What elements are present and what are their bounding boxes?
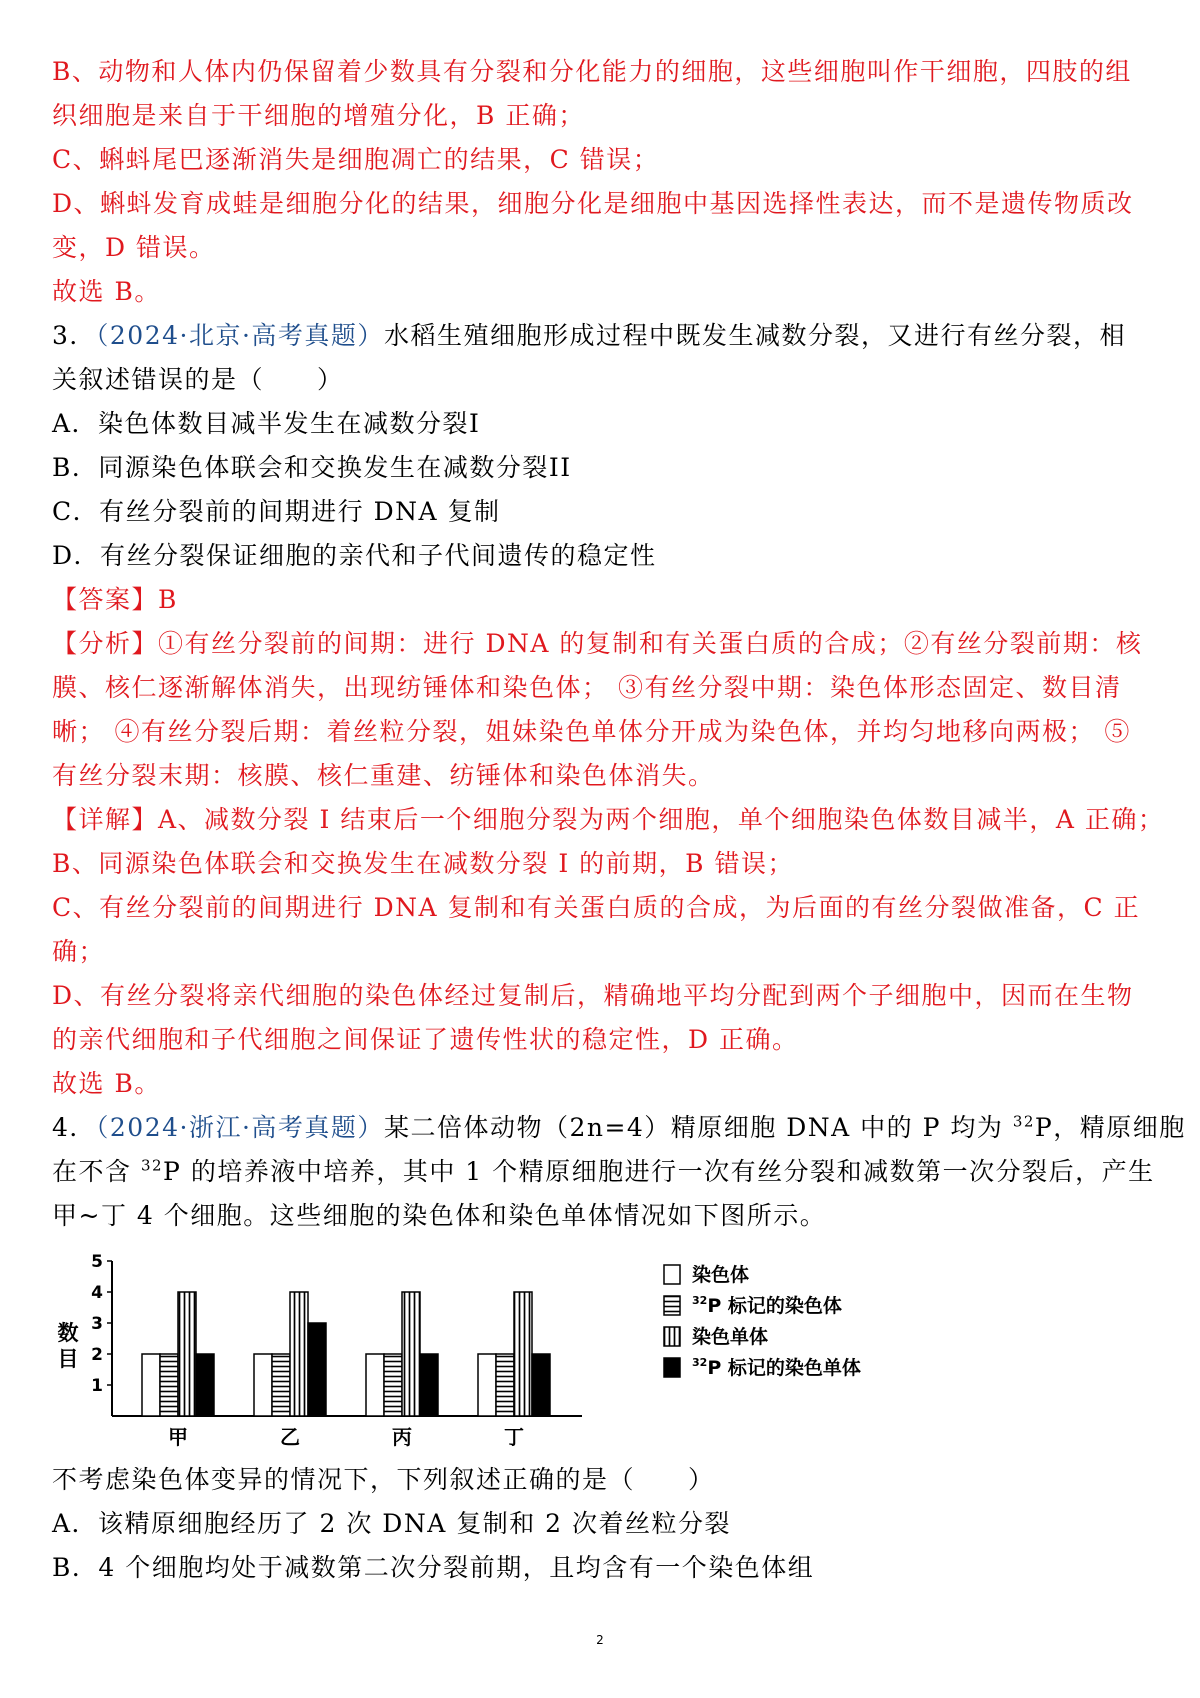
superscript-32: 32: [1012, 1112, 1035, 1131]
choice-line: 故选 B。: [52, 277, 161, 306]
bar-丁-2: [514, 1292, 532, 1416]
q3-analysis-line-4: 有丝分裂末期：核膜、核仁重建、纺锤体和染色体消失。: [52, 761, 715, 790]
q3-option-a: A．染色体数目减半发生在减数分裂I: [52, 409, 481, 438]
q4-stem-text-1a: 某二倍体动物（2n=4）精原细胞 DNA 中的 P 均为: [383, 1113, 1013, 1142]
q4-stem-line-2: [52, 1150, 1162, 1194]
y-tick-label-3: 3: [91, 1314, 103, 1334]
q3-number: 3．: [52, 321, 96, 350]
q3-detail-line-1: 【详解】A、减数分裂 I 结束后一个细胞分裂为两个细胞，单个细胞染色体数目减半，A 正确；: [52, 805, 1165, 834]
bar-丙-0: [366, 1354, 384, 1416]
y-axis-label-char: 数: [57, 1321, 79, 1345]
q3-option-b: B．同源染色体联会和交换发生在减数分裂II: [52, 453, 572, 482]
y-tick-label-5: 5: [91, 1252, 103, 1272]
q4-stem-text-2b: P 的培养液中培养，其中 1 个精原细胞进行一次有丝分裂和减数第一次分裂后，产生: [163, 1157, 1155, 1186]
document-page: [52, 50, 1186, 1590]
bar-乙-2: [290, 1292, 308, 1416]
q3-stem-line-2: 关叙述错误的是（ ）: [52, 365, 344, 394]
q3-answer: 【答案】B: [52, 585, 178, 614]
x-tick-label-甲: 甲: [168, 1425, 188, 1449]
q4-option-b: B．4 个细胞均处于减数第二次分裂前期，且均含有一个染色体组: [52, 1553, 815, 1582]
q3-option-c: C．有丝分裂前的间期进行 DNA 复制: [52, 497, 501, 526]
page-number: 2: [596, 1633, 604, 1647]
bar-乙-3: [308, 1323, 326, 1416]
x-tick-label-乙: 乙: [280, 1425, 300, 1449]
q3-detail-line-5: D、有丝分裂将亲代细胞的染色体经过复制后，精确地平均分配到两个子细胞中，因而在生物: [52, 981, 1134, 1010]
q3-source: （2024·北京·高考真题）: [95, 321, 384, 350]
bar-丁-1: [496, 1354, 514, 1416]
legend-label-0: 染色体: [692, 1264, 750, 1286]
bar-丙-2: [402, 1292, 420, 1416]
q3-stem-line-1: [52, 314, 1162, 358]
bar-丙-1: [384, 1354, 402, 1416]
q3-stem-text: 水稻生殖细胞形成过程中既发生减数分裂，又进行有丝分裂，相: [383, 321, 1126, 350]
explanation-c-line: C、蝌蚪尾巴逐渐消失是细胞凋亡的结果，C 错误；: [52, 145, 660, 174]
bar-丁-3: [532, 1354, 550, 1416]
q3-analysis-line-2: 膜、核仁逐渐解体消失，出现纺锤体和染色体； ③有丝分裂中期：染色体形态固定、数目清: [52, 673, 1122, 702]
bar-丙-3: [420, 1354, 438, 1416]
q3-analysis-line-3: 晰； ④有丝分裂后期：着丝粒分裂，姐妹染色单体分开成为染色体，并均匀地移向两极； ⑤: [52, 717, 1131, 746]
bar-丁-0: [478, 1354, 496, 1416]
bar-甲-3: [196, 1354, 214, 1416]
legend-swatch-0: [664, 1265, 680, 1284]
x-tick-label-丙: 丙: [392, 1425, 412, 1449]
explanation-d-line-2: 变，D 错误。: [52, 233, 216, 262]
legend-label-3: $^{32}$P 标记的染色单体: [692, 1356, 861, 1379]
q3-option-d: D．有丝分裂保证细胞的亲代和子代间遗传的稳定性: [52, 541, 657, 570]
y-tick-label-1: 1: [91, 1376, 103, 1396]
bar-甲-2: [178, 1292, 196, 1416]
x-tick-label-丁: 丁: [504, 1425, 524, 1449]
q4-stem-line-3: 甲~丁 4 个细胞。这些细胞的染色体和染色单体情况如下图所示。: [52, 1201, 827, 1230]
bar-甲-1: [160, 1354, 178, 1416]
y-axis-label-char: 目: [57, 1347, 79, 1371]
chart-svg: [52, 1244, 1162, 1454]
legend-label-2: 染色单体: [692, 1326, 769, 1348]
q4-option-a: A．该精原细胞经历了 2 次 DNA 复制和 2 次着丝粒分裂: [52, 1509, 732, 1538]
explanation-d-line-1: D、蝌蚪发育成蛙是细胞分化的结果，细胞分化是细胞中基因选择性表达，而不是遗传物质改: [52, 189, 1134, 218]
q4-stem-text-1b: P，精原细胞: [1034, 1113, 1186, 1142]
legend-swatch-1: [664, 1296, 680, 1315]
q3-detail-line-4: 确；: [52, 937, 106, 966]
q3-detail-line-3: C、有丝分裂前的间期进行 DNA 复制和有关蛋白质的合成，为后面的有丝分裂做准备，C 正: [52, 893, 1141, 922]
legend-swatch-3: [664, 1358, 680, 1377]
bar-乙-1: [272, 1354, 290, 1416]
q3-detail-line-2: B、同源染色体联会和交换发生在减数分裂 I 的前期，B 错误；: [52, 849, 794, 878]
bar-chart: [52, 1244, 1162, 1454]
superscript-32: 32: [140, 1156, 164, 1175]
q3-analysis-line-1: 【分析】①有丝分裂前的间期：进行 DNA 的复制和有关蛋白质的合成；②有丝分裂前期：核: [52, 629, 1143, 658]
q4-question-line: 不考虑染色体变异的情况下，下列叙述正确的是（ ）: [52, 1465, 715, 1494]
y-tick-label-2: 2: [91, 1345, 103, 1365]
bar-甲-0: [142, 1354, 160, 1416]
q3-choice: 故选 B。: [52, 1069, 161, 1098]
bar-乙-0: [254, 1354, 272, 1416]
q4-stem-line-1: [52, 1106, 1186, 1150]
q4-stem-text-2a: 在不含: [52, 1157, 141, 1186]
explanation-b-line-2: 织细胞是来自于干细胞的增殖分化，B 正确；: [52, 101, 585, 130]
legend-swatch-2: [664, 1327, 680, 1346]
y-tick-label-4: 4: [91, 1283, 103, 1303]
q4-number: 4．: [52, 1113, 96, 1142]
q4-source: （2024·浙江·高考真题）: [95, 1113, 384, 1142]
legend-label-1: $^{32}$P 标记的染色体: [692, 1294, 842, 1317]
explanation-b-line-1: B、动物和人体内仍保留着少数具有分裂和分化能力的细胞，这些细胞叫作干细胞，四肢的组: [52, 57, 1132, 86]
q3-detail-line-6: 的亲代细胞和子代细胞之间保证了遗传性状的稳定性，D 正确。: [52, 1025, 799, 1054]
